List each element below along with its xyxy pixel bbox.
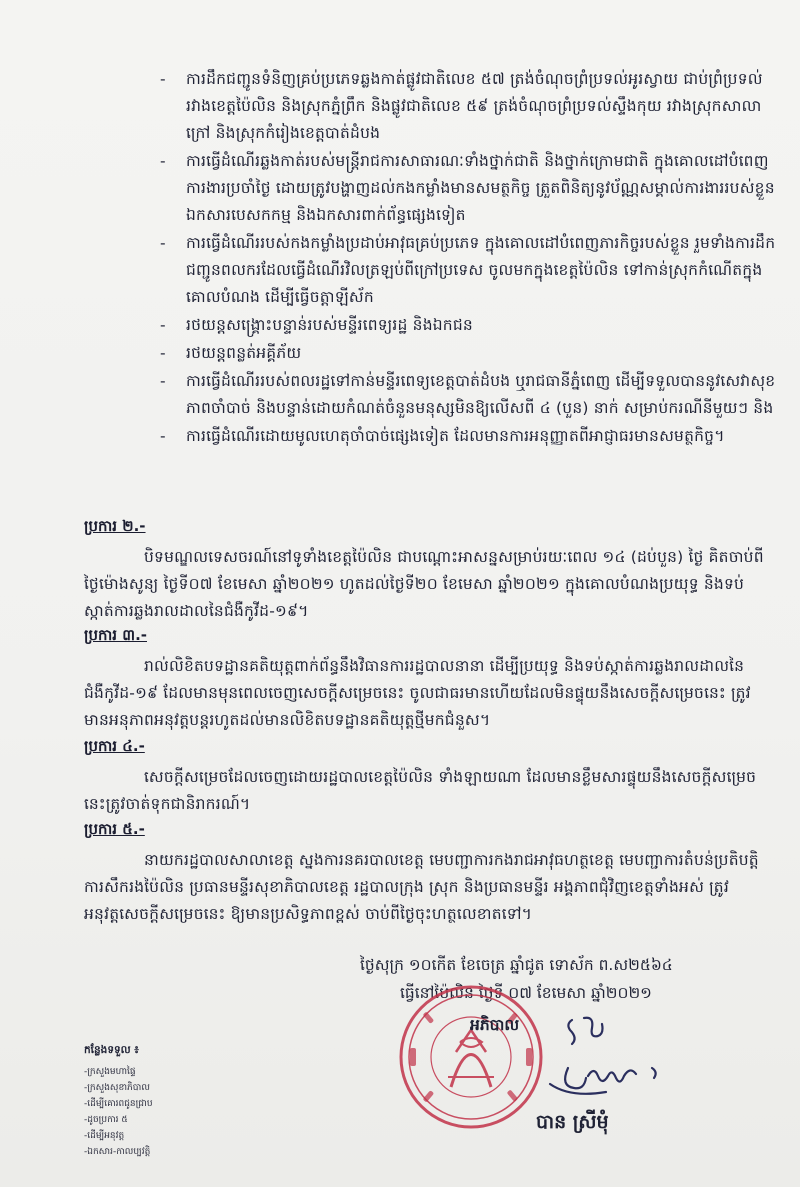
article-5-heading: ប្រការ ៥.- <box>84 820 145 838</box>
list-item: - ការធ្វើដំណើរឆ្លងកាត់របស់មន្ត្រីរាជការសាធារណៈទាំងថ្នាក់ជាតិ និងថ្នាក់ក្រោមជាតិ ក្នុងគោលដៅបំពេញការងារប្រចាំថ្ងៃ ដោយត្រូវបង្ហាញដល់កងកម្លាំងមានសមត្ថកិច្ច ត្រួតពិនិត្យនូវប័ណ្ណសម្គាល់ការងាររបស់ខ្លួន ឯកសារបេសកកម្ម និងឯកសារពាក់ព័ន្ធផ្សេងទៀត <box>160 152 775 224</box>
handwritten-signature <box>510 1006 730 1114</box>
list-item: -ដូចប្រការ ៥ <box>84 1115 128 1125</box>
list-item: - រថយន្តពន្លត់អគ្គីភ័យ <box>160 344 302 362</box>
list-item-text: ការធ្វើដំណើរឆ្លងកាត់របស់មន្ត្រីរាជការសាធារណៈទាំងថ្នាក់ជាតិ និងថ្នាក់ក្រោមជាតិ ក្នុងគោលដៅបំពេញការងារប្រចាំថ្ងៃ ដោយត្រូវបង្ហាញដល់កងកម្លាំងមានសមត្ថកិច្ច ត្រួតពិនិត្យនូវប័ណ្ណសម្គាល់ការងាររបស់ខ្លួន ឯកសារបេសកកម្ម និងឯកសារពាក់ព័ន្ធផ្សេងទៀត <box>186 152 775 224</box>
list-item: - ការធ្វើដំណើរដោយមូលហេតុចាំបាច់ផ្សេងទៀត ដែលមានការអនុញ្ញាតពីអាជ្ញាធរមានសមត្ថកិច្ច។ <box>160 427 725 445</box>
list-item: - ការធ្វើដំណើររបស់កងកម្លាំងប្រដាប់អាវុធគ្រប់ប្រភេទ ក្នុងគោលដៅបំពេញភារកិច្ចរបស់ខ្លួន រួមទាំងការដឹកជញ្ជូនពលករដែលធ្វើដំណើរវិលត្រឡប់ពីក្រៅប្រទេស ចូលមកក្នុងខេត្តប៉ៃលិន ទៅកាន់ស្រុកកំណើតក្នុងគោលបំណង ដើម្បីធ្វើចត្តាឡីស័ក <box>160 234 776 306</box>
list-item: -ដើម្បីអនុវត្ត <box>84 1131 125 1141</box>
article-4-body: សេចក្ដីសម្រេចដែលចេញដោយរដ្ឋបាលខេត្តប៉ៃលិន ទាំងឡាយណា ដែលមានខ្លឹមសារផ្ទុយនឹងសេចក្ដីសម្រេចនេះត្រូវចាត់ទុកជានិរាករណ៍។ <box>84 768 757 813</box>
list-item: -ក្រសួងមហាផ្ទៃ <box>84 1067 136 1077</box>
list-item-text: រថយន្តសង្គ្រោះបន្ទាន់របស់មន្ទីរពេទ្យរដ្ឋ និងឯកជន <box>186 316 473 334</box>
list-item-text: ការធ្វើដំណើររបស់កងកម្លាំងប្រដាប់អាវុធគ្រប់ប្រភេទ ក្នុងគោលដៅបំពេញភារកិច្ចរបស់ខ្លួន រួមទាំងការដឹកជញ្ជូនពលករដែលធ្វើដំណើរវិលត្រឡប់ពីក្រៅប្រទេស ចូលមកក្នុងខេត្តប៉ៃលិន ទៅកាន់ស្រុកកំណើតក្នុងគោលបំណង ដើម្បីធ្វើចត្តាឡីស័ក <box>186 234 776 306</box>
article-5-body: នាយករដ្ឋបាលសាលាខេត្ត ស្នងការនគរបាលខេត្ត មេបញ្ជាការកងរាជអាវុធហត្ថខេត្ត មេបញ្ជាការតំបន់ប្រតិបត្តិការសឹករងប៉ៃលិន ប្រធានមន្ទីរសុខាភិបាលខេត្ត រដ្ឋបាលក្រុង ស្រុក និងប្រធានមន្ទីរ អង្គភាពជុំវិញខេត្តទាំងអស់ ត្រូវអនុវត្តសេចក្ដីសម្រេចនេះ ឱ្យមានប្រសិទ្ធភាពខ្ពស់ ចាប់ពីថ្ងៃចុះហត្ថលេខាតទៅ។ <box>84 851 759 923</box>
recipients-title: កន្លែងទទួល ៖ <box>84 1044 139 1056</box>
article-3-heading: ប្រការ ៣.- <box>84 626 147 644</box>
list-item: - រថយន្តសង្គ្រោះបន្ទាន់របស់មន្ទីរពេទ្យរដ្ឋ និងឯកជន <box>160 316 473 334</box>
lunar-date: ថ្ងៃសុក្រ ១០កើត ខែចេត្រ ឆ្នាំជូត ទោស័ក ព.ស២៥៦៤ <box>360 956 673 974</box>
list-item: -ឯកសារ-កាលប្បវត្តិ <box>84 1147 151 1157</box>
list-item-text: ការធ្វើដំណើររបស់ពលរដ្ឋទៅកាន់មន្ទីរពេទ្យខេត្តបាត់ដំបង ឬរាជធានីភ្នំពេញ ដើម្បីទទួលបាននូវសេវាសុខភាពចាំបាច់ និងបន្ទាន់ដោយកំណត់ចំនួនមនុស្សមិនឱ្យលើសពី ៤ (បួន) នាក់ សម្រាប់ករណីនីមួយៗ និង <box>186 372 776 417</box>
governor-title: អភិបាល <box>470 1016 520 1034</box>
list-item-text: ការធ្វើដំណើរដោយមូលហេតុចាំបាច់ផ្សេងទៀត ដែលមានការអនុញ្ញាតពីអាជ្ញាធរមានសមត្ថកិច្ច។ <box>186 427 725 445</box>
list-item: -ដើម្បីគោរពជូនជ្រាប <box>84 1099 153 1109</box>
list-item-text: រថយន្តពន្លត់អគ្គីភ័យ <box>186 344 302 362</box>
article-3-body: រាល់លិខិតបទដ្ឋានគតិយុត្តពាក់ព័ន្ធនឹងវិធានការរដ្ឋបាលនានា ដើម្បីប្រយុទ្ធ និងទប់ស្កាត់ការឆ្លងរាលដាលនៃជំងឺកូវីដ-១៩ ដែលមានមុនពេលចេញសេចក្ដីសម្រេចនេះ ចូលជាធរមានហើយដែលមិនផ្ទុយនឹងសេចក្ដីសម្រេចនេះ ត្រូវមានអនុភាពអនុវត្តបន្តរហូតដល់មានលិខិតបទដ្ឋានគតិយុត្តថ្មីមកជំនួស។ <box>84 657 751 729</box>
solar-date: ធ្វើនៅប៉ៃលិន ថ្ងៃទី ០៧ ខែមេសា ឆ្នាំ២០២១ <box>400 984 652 1002</box>
list-item: -ក្រសួងសុខាភិបាល <box>84 1083 150 1093</box>
list-item-text: ការដឹកជញ្ជូនទំនិញគ្រប់ប្រភេទឆ្លងកាត់ផ្លូវជាតិលេខ ៥៧ ត្រង់ចំណុចព្រំប្រទល់អូរស្វាយ ជាប់ព្រំប្រទល់រវាងខេត្តប៉ៃលិន និងស្រុកភ្នំព្រឹក និងផ្លូវជាតិលេខ ៥៩ ត្រង់ចំណុចព្រំប្រទល់ស្ទឹងកុយ រវាងស្រុកសាលាក្រៅ និងស្រុកកំរៀងខេត្តបាត់ដំបង <box>186 70 763 142</box>
list-item: - ការធ្វើដំណើររបស់ពលរដ្ឋទៅកាន់មន្ទីរពេទ្យខេត្តបាត់ដំបង ឬរាជធានីភ្នំពេញ ដើម្បីទទួលបាននូវសេវាសុខភាពចាំបាច់ និងបន្ទាន់ដោយកំណត់ចំនួនមនុស្សមិនឱ្យលើសពី ៤ (បួន) នាក់ សម្រាប់ករណីនីមួយៗ និង <box>160 372 776 417</box>
recipients-list <box>84 1064 153 1160</box>
article-2-body: បិទមណ្ឌលទេសចរណ៍នៅទូទាំងខេត្តប៉ៃលិន ជាបណ្ដោះអាសន្នសម្រាប់រយៈពេល ១៤ (ដប់បួន) ថ្ងៃ គិតចាប់ពីថ្ងៃម៉ោងសូន្យ ថ្ងៃទី០៧ ខែមេសា ឆ្នាំ២០២១ ហូតដល់ថ្ងៃទី២០ ខែមេសា ឆ្នាំ២០២១ ក្នុងគោលបំណងប្រយុទ្ធ និងទប់ស្កាត់ការឆ្លងរាលដាលនៃជំងឺកូវីដ-១៩។ <box>84 548 764 620</box>
article-4-heading: ប្រការ ៤.- <box>84 737 145 755</box>
signer-name: បាន ស្រីមុំ <box>536 1111 609 1133</box>
article-2-heading: ប្រការ ២.- <box>84 517 146 535</box>
list-item: - ការដឹកជញ្ជូនទំនិញគ្រប់ប្រភេទឆ្លងកាត់ផ្លូវជាតិលេខ ៥៧ ត្រង់ចំណុចព្រំប្រទល់អូរស្វាយ ជាប់ព្រំប្រទល់រវាងខេត្តប៉ៃលិន និងស្រុកភ្នំព្រឹក និងផ្លូវជាតិលេខ ៥៩ ត្រង់ចំណុចព្រំប្រទល់ស្ទឹងកុយ រវាងស្រុកសាលាក្រៅ និងស្រុកកំរៀងខេត្តបាត់ដំបង <box>160 70 763 142</box>
exemption-list <box>160 66 780 451</box>
